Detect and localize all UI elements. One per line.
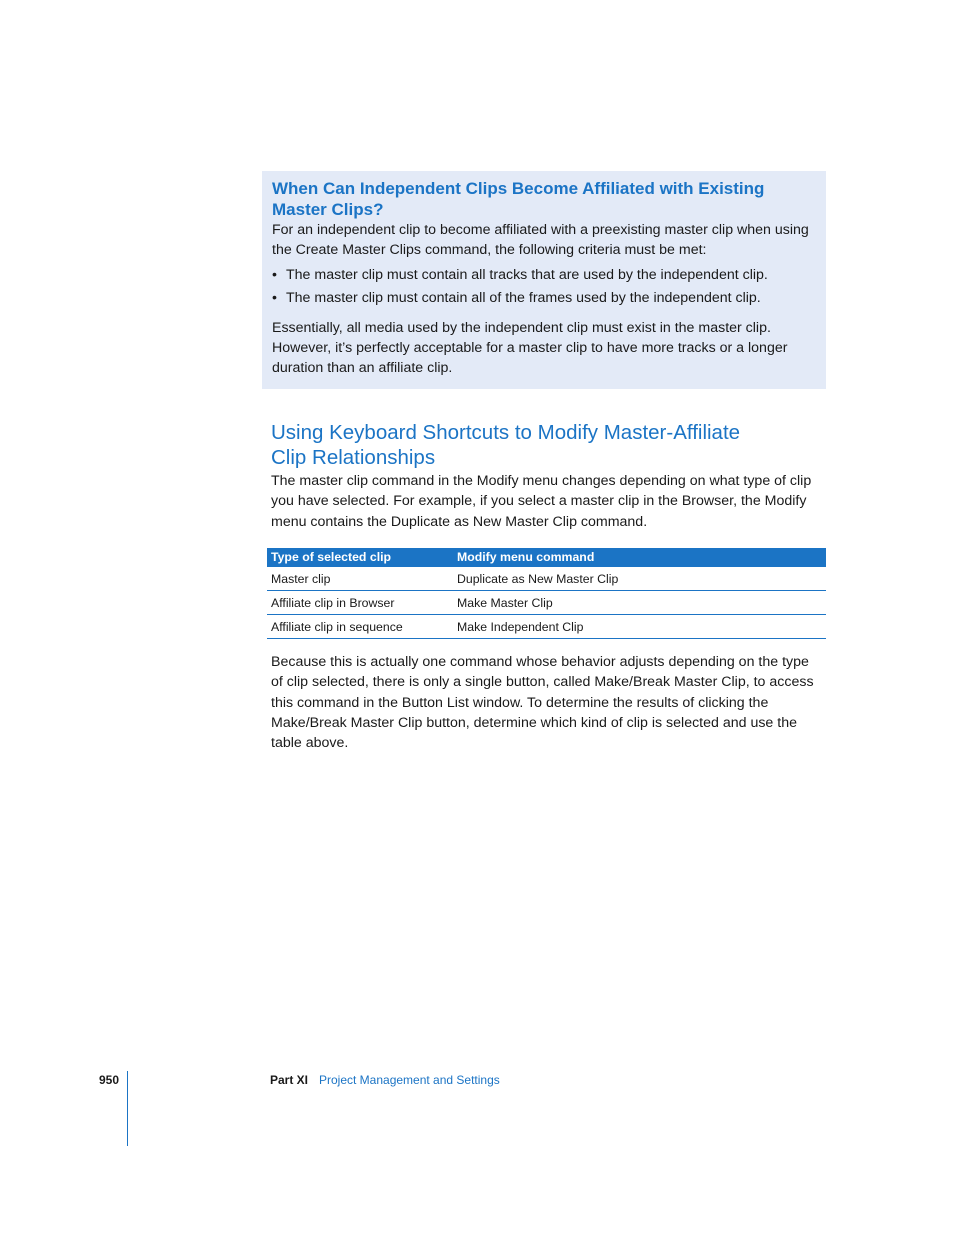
sidebar-box: [262, 171, 826, 389]
list-item: [272, 265, 816, 285]
section-intro: The master clip command in the Modify menu changes depending on what type of clip you have selected. For example, if you select a master clip in the Browser, the Modify menu contains the Duplicate as New Master Clip command.: [271, 473, 812, 530]
bullet-text: The master clip must contain all of the frames used by the independent clip.: [286, 289, 761, 306]
table-cell: Master clip: [267, 567, 453, 591]
after-table-paragraph: Because this is actually one command whose behavior adjusts depending on the type of clip selected, there is only a single button, called Make/Break Master Clip, to access this command in the Button List window. To determine the results of clicking the Make/Break Master Clip button, determine which kind of clip is selected and use the table above.: [271, 654, 814, 752]
bullet-icon: •: [272, 266, 277, 283]
command-table: [267, 548, 826, 639]
footer-divider: [127, 1071, 128, 1146]
section-title: Using Keyboard Shortcuts to Modify Master-Affiliate Clip Relationships: [271, 421, 741, 469]
list-item: [272, 288, 816, 308]
table-row: [267, 567, 826, 591]
table-header-cell: Modify menu command: [453, 548, 826, 567]
sidebar-title: When Can Independent Clips Become Affiliated with Existing Master Clips?: [272, 179, 765, 219]
sidebar-closing: Essentially, all media used by the independent clip must exist in the master clip. However, it’s perfectly acceptable for a master clip to have more tracks or a longer duration than an affiliate clip.: [272, 319, 788, 377]
table-row: [267, 615, 826, 639]
bullet-icon: •: [272, 289, 277, 306]
table-cell: Affiliate clip in sequence: [267, 615, 453, 639]
table-row: [267, 591, 826, 615]
table-cell: Make Independent Clip: [453, 615, 826, 639]
sidebar-bullet-list: [272, 265, 816, 308]
table-cell: Duplicate as New Master Clip: [453, 567, 826, 591]
sidebar-intro: For an independent clip to become affiliated with a preexisting master clip when using the Create Master Clips command, the following criteria must be met:: [272, 222, 809, 259]
part-title: Project Management and Settings: [319, 1073, 500, 1087]
table-header-cell: Type of selected clip: [267, 548, 453, 567]
bullet-text: The master clip must contain all tracks that are used by the independent clip.: [286, 266, 768, 283]
table-cell: Make Master Clip: [453, 591, 826, 615]
page-number: 950: [99, 1073, 120, 1087]
table-header-row: [267, 548, 826, 567]
table-cell: Affiliate clip in Browser: [267, 591, 453, 615]
part-label: Part XI: [270, 1073, 309, 1087]
